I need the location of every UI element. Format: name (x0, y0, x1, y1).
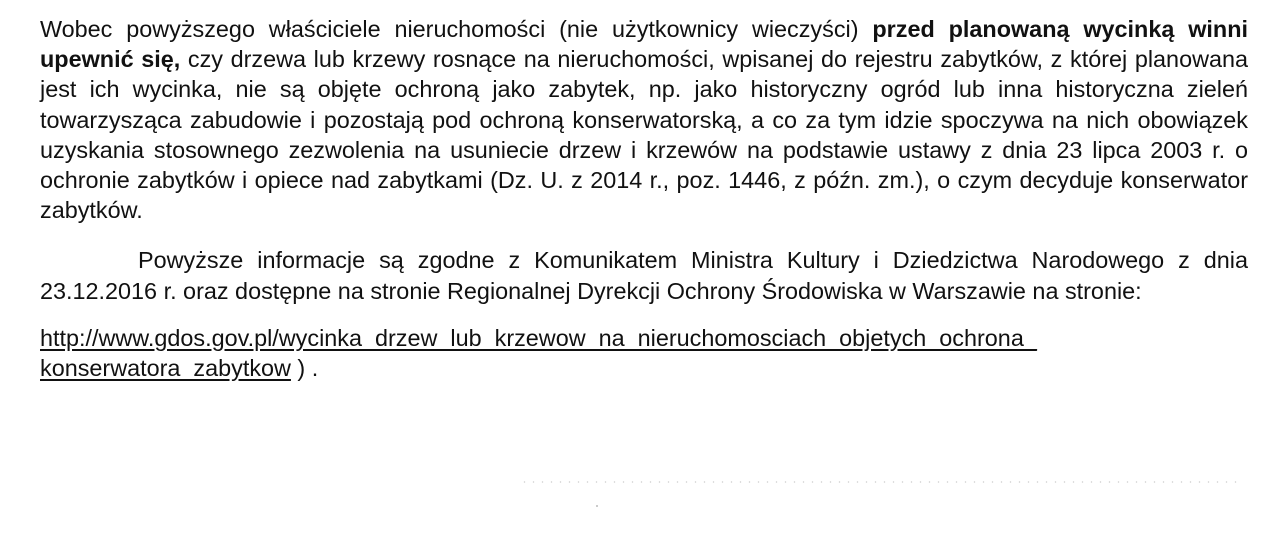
gdos-url-line-2: konserwatora_zabytkow (40, 355, 291, 382)
gdos-url-line-1: http://www.gdos.gov.pl/wycinka_drzew_lub_krzewow_na_nieruchomosciach_objetych_ochrona_ (40, 324, 1037, 351)
paragraph-intro-text: Wobec powyższego właściciele nieruchomości (nie użytkownicy wieczyści) (40, 16, 873, 42)
paragraph-body-text: czy drzewa lub krzewy rosnące na nieruchomości, wpisanej do rejestru zabytków, z której planowana jest ich wycinka, nie są objęte ochroną jako zabytek, np. jako historyczny ogród lub inna historyczna zieleń towarzysząca zabudowie i pozostają pod ochroną konserwatorską, a co za tym idzie spoczywa na nich obowiązek uzyskania stosownego zezwolenia na usuniecie drzew i krzewów na podstawie ustawy z dnia 23 lipca 2003 r. o ochronie zabytków i opiece nad zabytkami (Dz. U. z 2014 r., poz. 1446, z późn. zm.), o czym decyduje konserwator zabytków. (40, 46, 1248, 224)
gdos-url-link[interactable] (40, 325, 1037, 381)
scan-artifact-speck (596, 505, 598, 507)
source-info-text: Powyższe informacje są zgodne z Komunikatem Ministra Kultury i Dziedzictwa Narodowego z dnia 23.12.2016 r. oraz dostępne na stronie Regionalnej Dyrekcji Ochrony Środowiska w Warszawie na stronie: (40, 247, 1248, 304)
url-block (40, 323, 1248, 383)
bold-emphasis-text: przed planowaną wycinką winni upewnić się, (40, 16, 1248, 73)
document-page (40, 14, 1248, 383)
paragraph-source-info (40, 245, 1248, 305)
paragraph-owners-obligation (40, 14, 1248, 225)
scan-artifact-dots (520, 481, 1240, 483)
url-trailing-punctuation: ) . (290, 355, 319, 382)
